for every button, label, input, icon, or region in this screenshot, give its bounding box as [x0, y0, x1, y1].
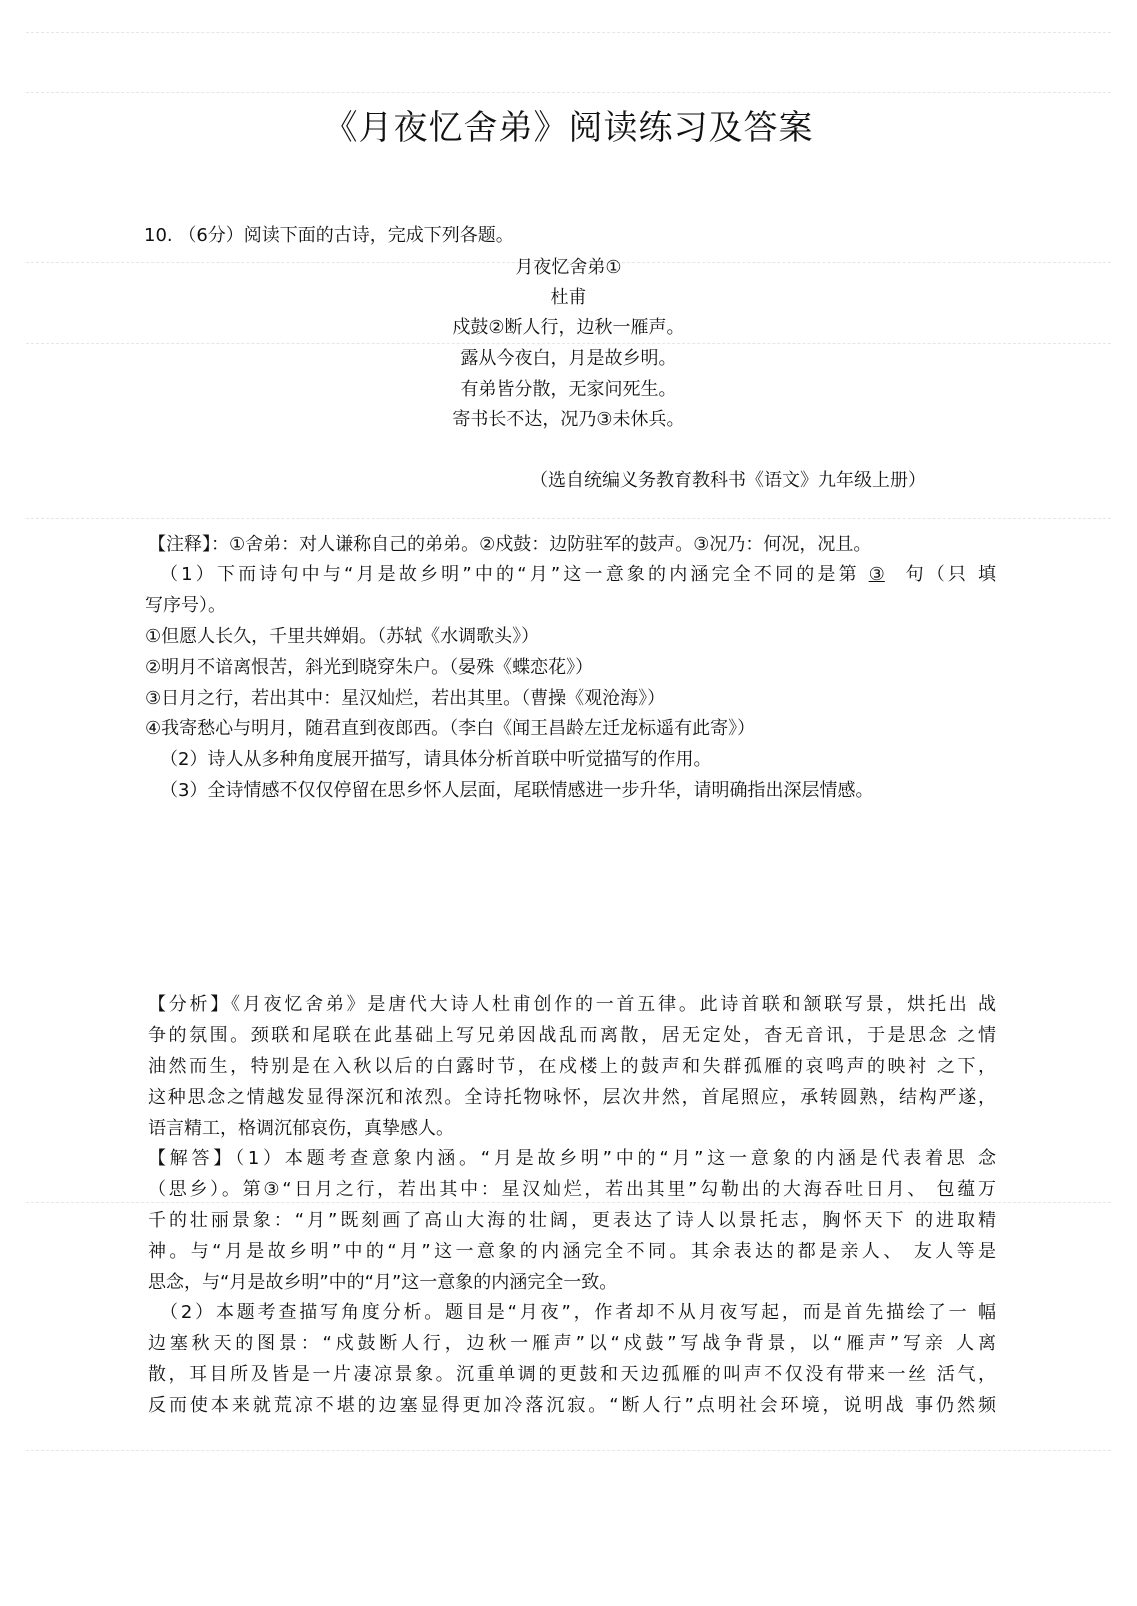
scan-guide-line	[26, 1450, 1111, 1451]
question-1-tail: 句（只 填	[905, 564, 996, 585]
page-title: 《月夜忆舍弟》阅读练习及答案	[323, 108, 814, 148]
scan-guide-line	[26, 343, 1111, 344]
option-item: ②明月不谙离恨苦，斜光到晓穿朱户。（晏殊《蝶恋花》）	[145, 657, 594, 678]
answer-line: 散，耳目所及皆是一片凄凉景象。沉重单调的更鼓和天边孤雁的叫声不仅没有带来一丝 活气，	[148, 1364, 996, 1385]
analysis-line: 争的氛围。颈联和尾联在此基础上写兄弟因战乱而离散，居无定处，杳无音讯，于是思念 之情	[148, 1025, 996, 1046]
question-1	[160, 562, 996, 588]
poem-title: 月夜忆舍弟①	[515, 257, 622, 278]
answer-line: 反而使本来就荒凉不堪的边塞显得更加冷落沉寂。“断人行”点明社会环境，说明战 事仍然频	[148, 1395, 996, 1416]
answer-line: （2）本题考查描写角度分析。题目是“月夜”，作者却不从月夜写起，而是首先描绘了一 幅	[160, 1302, 996, 1323]
answer-line: 神。与“月是故乡明”中的“月”这一意象的内涵完全不同。其余表达的都是亲人、 友人等是	[148, 1241, 996, 1262]
answer-line: 思念，与“月是故乡明”中的“月”这一意象的内涵完全一致。	[148, 1272, 618, 1293]
question-1-text: （1）下而诗句中与“月是故乡明”中的“月”这一意象的内涵完全不同的是第	[160, 564, 860, 585]
scan-guide-line	[26, 518, 1111, 519]
option-item: ③日月之行，若出其中：星汉灿烂，若出其里。（曹操《观沧海》）	[145, 688, 666, 709]
poem-author: 杜甫	[550, 287, 587, 308]
poem-line: 有弟皆分散，无家问死生。	[460, 379, 677, 400]
answer-line: 【解答】（1）本题考查意象内涵。“月是故乡明”中的“月”这一意象的内涵是代表着思 念	[148, 1148, 996, 1169]
poem-line: 戍鼓②断人行，边秋一雁声。	[452, 317, 685, 338]
answer-line: （思乡）。第③“日月之行，若出其中：星汉灿烂，若出其里”勾勒出的大海吞吐日月、 包蕴万	[148, 1179, 996, 1200]
scan-guide-line	[26, 32, 1111, 33]
poem-line: 寄书长不达，况乃③未休兵。	[452, 409, 685, 430]
analysis-line: 语言精工，格调沉郁哀伤，真挚感人。	[148, 1118, 454, 1139]
option-item: ④我寄愁心与明月，随君直到夜郎西。（李白《闻王昌龄左迁龙标遥有此寄》）	[145, 718, 756, 739]
answer-line: 边塞秋天的图景：“戍鼓断人行，边秋一雁声”以“戍鼓”写战争背景，以“雁声”写亲 人离	[148, 1333, 996, 1354]
poem-line: 露从今夜白，月是故乡明。	[460, 348, 677, 369]
scan-guide-line	[26, 92, 1111, 93]
answer-blank: ③	[868, 564, 885, 585]
analysis-line: 油然而生，特别是在入秋以后的白露时节，在戍楼上的鼓声和失群孤雁的哀鸣声的映衬 之下，	[148, 1056, 996, 1077]
analysis-line: 【分析】《月夜忆舍弟》是唐代大诗人杜甫创作的一首五律。此诗首联和颔联写景，烘托出 战	[148, 994, 996, 1015]
option-item: ①但愿人长久，千里共婵娟。（苏轼《水调歌头》）	[145, 626, 540, 647]
answer-line: 千的壮丽景象：“月”既刻画了高山大海的壮阔，更表达了诗人以景托志，胸怀天下 的进取精	[148, 1210, 996, 1231]
poem-source: （选自统编义务教育教科书《语文》九年级上册）	[530, 470, 926, 491]
analysis-line: 这种思念之情越发显得深沉和浓烈。全诗托物咏怀，层次井然，首尾照应，承转圆熟，结构严遂，	[148, 1087, 996, 1108]
question-1-continued: 写序号）。	[145, 595, 226, 616]
question-3: （3）全诗情感不仅仅停留在思乡怀人层面，尾联情感进一步升华，请明确指出深层情感。	[160, 780, 874, 801]
question-2: （2）诗人从多种角度展开描写，请具体分析首联中听觉描写的作用。	[160, 749, 712, 770]
notes-paragraph: 【注释】：①舍弟：对人谦称自己的弟弟。②戍鼓：边防驻军的鼓声。③况乃：何况，况且。	[148, 534, 872, 555]
question-header: 10. （6分）阅读下面的古诗，完成下列各题。	[144, 225, 514, 246]
